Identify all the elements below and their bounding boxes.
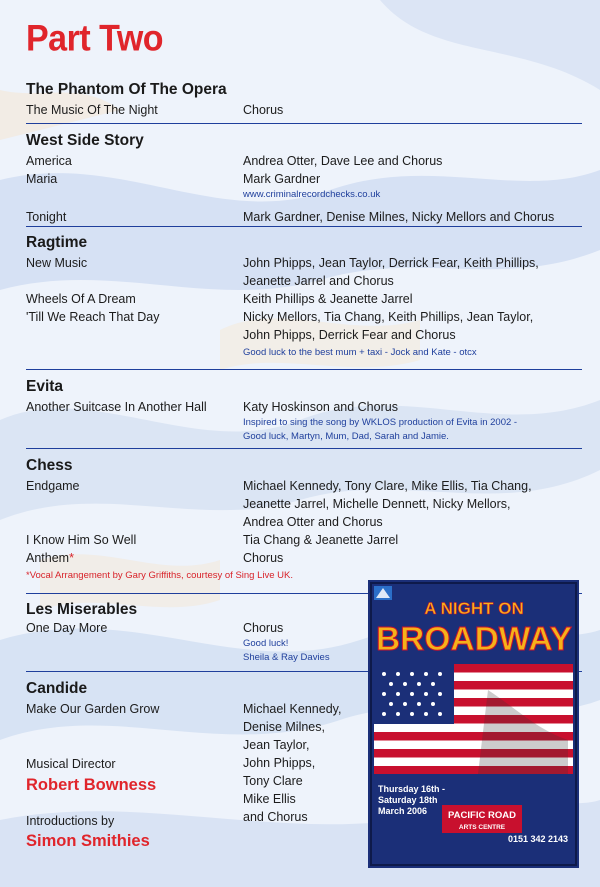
song-row [26,531,582,549]
song-title: Endgame [26,479,80,493]
performers-line: John Phipps, Derrick Fear and Chorus [243,328,456,342]
poster-venue: PACIFIC ROAD [448,810,516,821]
dedication-note-line: Good luck, Martyn, Mum, Dad, Sarah and Jamie. [243,431,449,442]
performers-line: Andrea Otter and Chorus [243,515,383,529]
performers: Andrea Otter, Dave Lee and Chorus [243,154,443,168]
footnote: *Vocal Arrangement by Gary Griffiths, courtesy of Sing Live UK. [26,570,294,581]
section-title: Les Miserables [26,601,138,618]
song-title: One Day More [26,621,108,635]
section-divider [26,226,582,227]
song-row [26,308,582,344]
performers-line: John Phipps, Jean Taylor, Derrick Fear, Keith Phillips, [243,256,539,270]
song-row [26,477,582,531]
dedication-note-line: Inspired to sing the song by WKLOS production of Evita in 2002 - [243,417,518,428]
section-chess [26,456,582,583]
performers-line: Jean Taylor, [243,738,310,752]
performers-line: John Phipps, [243,756,316,770]
section-divider [26,448,582,449]
song-title: 'Till We Reach That Day [26,310,160,324]
us-flag-graphic [374,664,573,774]
page-title: Part Two [26,18,164,60]
performers-line: Jeanette Jarrel, Michelle Dennett, Nicky Mellors, [243,497,511,511]
song-row [26,170,582,188]
poster-date-line: Thursday 16th - [378,784,446,794]
song-title: Another Suitcase In Another Hall [26,400,207,414]
poster-title-main: BROADWAY [376,620,572,657]
performers: Mark Gardner, Denise Milnes, Nicky Mellors and Chorus [243,210,555,224]
society-logo [374,586,392,600]
song-row [26,152,582,170]
song-title: Wheels Of A Dream [26,292,136,306]
performers-line: Mike Ellis [243,792,296,806]
performers: Chorus [243,103,284,117]
introductions-label: Introductions by [26,814,115,828]
performers: Chorus [243,551,284,565]
song-row [26,208,582,226]
performers-line: Michael Kennedy, [243,702,342,716]
song-row [26,398,582,416]
section-title: Candide [26,680,88,697]
poster-date-line: Saturday 18th [378,795,438,805]
performers: Keith Phillips & Jeanette Jarrel [243,292,413,306]
song-title: Maria [26,172,58,186]
musical-director-label: Musical Director [26,757,116,771]
section-phantom [26,80,582,119]
song-row [26,254,582,290]
poster-date-line: March 2006 [378,806,428,816]
section-ragtime [26,233,582,360]
section-evita [26,377,582,444]
section-west-side-story [26,131,582,226]
section-title: The Phantom Of The Opera [26,81,227,98]
introductions-name: Simon Smithies [26,832,150,850]
song-title: New Music [26,256,88,270]
performers: Tia Chang & Jeanette Jarrel [243,533,399,547]
section-title: West Side Story [26,132,144,149]
asterisk-marker: * [69,551,74,565]
dedication-note: Good luck to the best mum + taxi - Jock and Kate - otcx [243,347,477,358]
song-title: The Music Of The Night [26,103,158,117]
poster-venue-sub: ARTS CENTRE [458,824,506,831]
performers-line: Michael Kennedy, Tony Clare, Mike Ellis, Tia Chang, [243,479,532,493]
poster-phone: 0151 342 2143 [507,834,568,844]
performers: Mark Gardner [243,172,321,186]
section-title: Ragtime [26,234,88,251]
section-divider [26,123,582,124]
performers: Chorus [243,621,284,635]
dedication-note-line: Sheila & Ray Davies [243,652,330,663]
section-title: Chess [26,457,73,474]
performers-line: Jeanette Jarrel and Chorus [243,274,394,288]
song-title: Make Our Garden Grow [26,702,160,716]
performers: Katy Hoskinson and Chorus [243,400,398,414]
performers-line: Nicky Mellors, Tia Chang, Keith Phillips, Jean Taylor, [243,310,534,324]
event-poster [368,580,579,868]
song-row [26,290,582,308]
performers-line: and Chorus [243,810,308,824]
song-title: I Know Him So Well [26,533,137,547]
performers-line: Denise Milnes, [243,720,325,734]
poster-title-top: A NIGHT ON [424,599,524,618]
song-title: Tonight [26,210,67,224]
song-row [26,101,582,119]
dedication-note-line: Good luck! [243,638,289,649]
performers-line: Tony Clare [243,774,303,788]
musical-director-name: Robert Bowness [26,776,157,794]
section-title: Evita [26,378,64,395]
song-row [26,549,582,567]
dedication-note: www.criminalrecordchecks.co.uk [243,189,381,200]
song-title-text: Anthem [26,551,70,565]
song-title: America [26,154,72,168]
section-divider [26,369,582,370]
song-title [26,549,241,567]
